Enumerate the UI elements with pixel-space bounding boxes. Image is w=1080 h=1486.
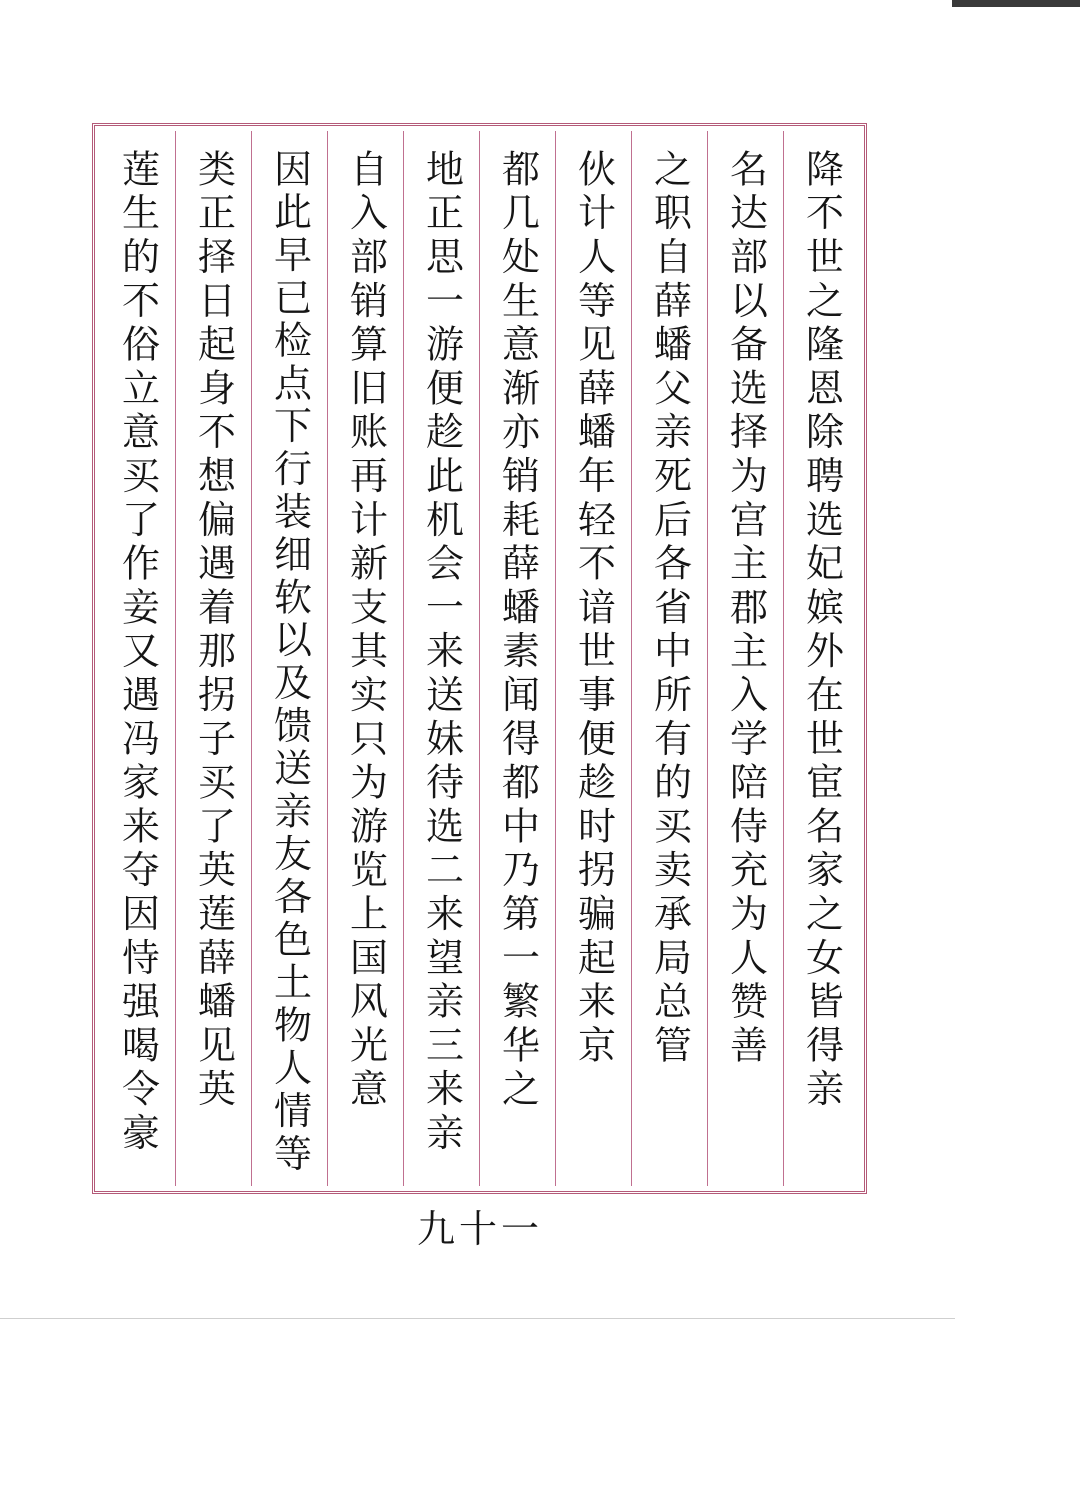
column-text: 因此早已检点下行装细软以及馈送亲友各色土物人情等 bbox=[267, 149, 312, 1177]
manuscript-column bbox=[479, 131, 555, 1186]
manuscript-column bbox=[783, 131, 859, 1186]
page-divider bbox=[0, 1318, 955, 1319]
manuscript-column bbox=[175, 131, 251, 1186]
manuscript-column bbox=[100, 131, 175, 1186]
column-text: 名达部以备选择为宫主郡主入学陪侍充为人赞善 bbox=[723, 149, 768, 1069]
manuscript-column bbox=[251, 131, 327, 1186]
manuscript-column bbox=[327, 131, 403, 1186]
column-text: 降不世之隆恩除聘选妃嫔外在世宦名家之女皆得亲 bbox=[799, 149, 844, 1113]
manuscript-column bbox=[403, 131, 479, 1186]
manuscript-columns bbox=[100, 131, 859, 1186]
scan-edge-mark bbox=[952, 0, 1080, 7]
manuscript-column bbox=[631, 131, 707, 1186]
column-text: 伙计人等见薛蟠年轻不谙世事便趁时拐骗起来京 bbox=[571, 149, 616, 1069]
column-text: 类正择日起身不想偏遇着那拐子买了英莲薛蟠见英 bbox=[191, 149, 236, 1113]
column-text: 莲生的不俗立意买了作妾又遇冯家来夺因恃强喝令豪 bbox=[115, 149, 160, 1157]
column-text: 之职自薛蟠父亲死后各省中所有的买卖承局总管 bbox=[647, 149, 692, 1069]
column-text: 自入部销算旧账再计新支其实只为游览上国风光意 bbox=[343, 149, 388, 1113]
page-number: 九十一 bbox=[416, 1207, 543, 1251]
column-text: 地正思一游便趁此机会一来送妹待选二来望亲三来亲 bbox=[419, 149, 464, 1157]
manuscript-column bbox=[555, 131, 631, 1186]
manuscript-grid bbox=[92, 123, 867, 1194]
column-text: 都几处生意渐亦销耗薛蟠素闻得都中乃第一繁华之 bbox=[495, 149, 540, 1113]
manuscript-column bbox=[707, 131, 783, 1186]
